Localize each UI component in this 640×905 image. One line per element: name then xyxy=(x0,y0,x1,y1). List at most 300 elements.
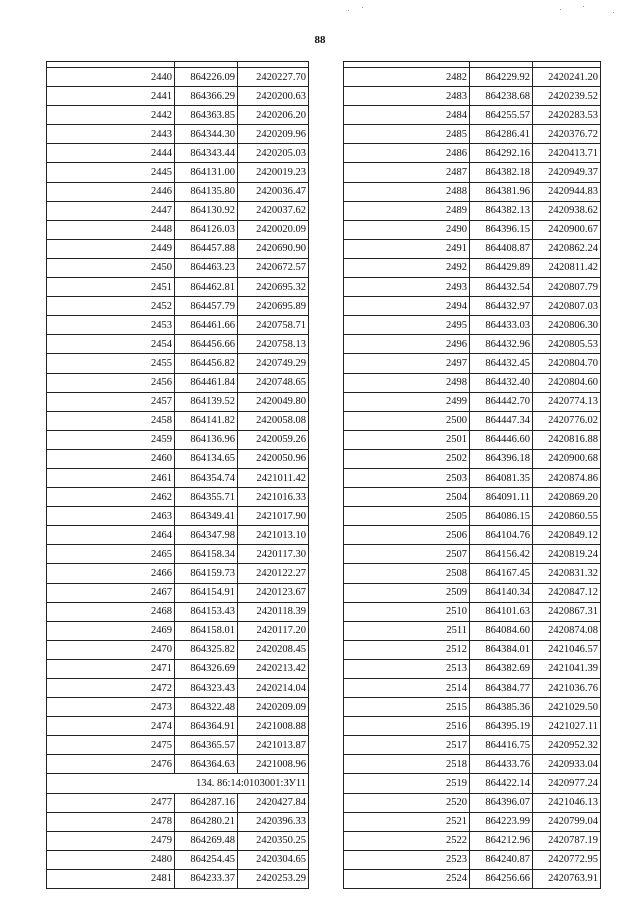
point-number-cell: 2451 xyxy=(47,278,175,297)
point-number-cell: 2486 xyxy=(344,144,470,163)
y-coordinate-cell: 2421011.42 xyxy=(238,468,309,487)
x-coordinate-cell: 864156.42 xyxy=(470,545,533,564)
x-coordinate-cell: 864384.01 xyxy=(470,640,533,659)
point-number-cell: 2487 xyxy=(344,163,470,182)
y-coordinate-cell: 2420758.71 xyxy=(238,316,309,335)
table-row xyxy=(47,182,309,201)
x-coordinate-cell: 864287.16 xyxy=(175,793,238,812)
point-number-cell: 2498 xyxy=(344,373,470,392)
y-coordinate-cell: 2420695.32 xyxy=(238,278,309,297)
point-number-cell: 2475 xyxy=(47,736,175,755)
table-row xyxy=(47,545,309,564)
point-number-cell: 2522 xyxy=(344,831,470,850)
point-number-cell: 2457 xyxy=(47,392,175,411)
y-coordinate-cell: 2420695.89 xyxy=(238,297,309,316)
table-row xyxy=(344,698,601,717)
point-number-cell: 2502 xyxy=(344,449,470,468)
table-row xyxy=(47,316,309,335)
table-row xyxy=(344,850,601,869)
table-row xyxy=(344,755,601,774)
table-row xyxy=(344,182,601,201)
point-number-cell: 2496 xyxy=(344,335,470,354)
x-coordinate-cell: 864457.88 xyxy=(175,239,238,258)
table-row xyxy=(344,774,601,793)
table-row xyxy=(344,125,601,144)
point-number-cell: 2501 xyxy=(344,430,470,449)
y-coordinate-cell: 2421013.87 xyxy=(238,736,309,755)
y-coordinate-cell: 2420122.27 xyxy=(238,564,309,583)
x-coordinate-cell: 864461.66 xyxy=(175,316,238,335)
point-number-cell: 2478 xyxy=(47,812,175,831)
point-number-cell: 2440 xyxy=(47,68,175,87)
table-row xyxy=(47,373,309,392)
point-number-cell: 2454 xyxy=(47,335,175,354)
y-coordinate-cell: 2421008.88 xyxy=(238,717,309,736)
y-coordinate-cell: 2420811.42 xyxy=(533,258,601,277)
table-row xyxy=(47,430,309,449)
point-number-cell: 2452 xyxy=(47,297,175,316)
x-coordinate-cell: 864343.44 xyxy=(175,144,238,163)
x-coordinate-cell: 864212.96 xyxy=(470,831,533,850)
table-row xyxy=(47,793,309,812)
point-number-cell: 2466 xyxy=(47,564,175,583)
point-number-cell: 2518 xyxy=(344,755,470,774)
table-row xyxy=(47,659,309,678)
point-number-cell: 2473 xyxy=(47,698,175,717)
y-coordinate-cell: 2420253.29 xyxy=(238,869,309,888)
y-coordinate-cell: 2420123.67 xyxy=(238,583,309,602)
y-coordinate-cell: 2421046.57 xyxy=(533,640,601,659)
table-row xyxy=(344,201,601,220)
table-row xyxy=(47,602,309,621)
x-coordinate-cell: 864422.14 xyxy=(470,774,533,793)
table-row xyxy=(47,278,309,297)
x-coordinate-cell: 864134.65 xyxy=(175,449,238,468)
y-coordinate-cell: 2420200.63 xyxy=(238,87,309,106)
table-row xyxy=(47,125,309,144)
x-coordinate-cell: 864286.41 xyxy=(470,125,533,144)
y-coordinate-cell: 2420690.90 xyxy=(238,239,309,258)
x-coordinate-cell: 864139.52 xyxy=(175,392,238,411)
point-number-cell: 2484 xyxy=(344,106,470,125)
point-number-cell: 2503 xyxy=(344,468,470,487)
point-number-cell: 2450 xyxy=(47,258,175,277)
table-row xyxy=(47,812,309,831)
y-coordinate-cell: 2420807.79 xyxy=(533,278,601,297)
table-row xyxy=(47,755,309,774)
y-coordinate-cell: 2420869.20 xyxy=(533,488,601,507)
x-coordinate-cell: 864365.57 xyxy=(175,736,238,755)
scan-speck xyxy=(613,12,614,13)
point-number-cell: 2441 xyxy=(47,87,175,106)
table-row xyxy=(47,201,309,220)
x-coordinate-cell: 864347.98 xyxy=(175,526,238,545)
y-coordinate-cell: 2420058.08 xyxy=(238,411,309,430)
point-number-cell: 2507 xyxy=(344,545,470,564)
x-coordinate-cell: 864384.77 xyxy=(470,679,533,698)
x-coordinate-cell: 864395.19 xyxy=(470,717,533,736)
point-number-cell: 2489 xyxy=(344,201,470,220)
point-number-cell: 2509 xyxy=(344,583,470,602)
table-row xyxy=(47,488,309,507)
y-coordinate-cell: 2420748.65 xyxy=(238,373,309,392)
point-number-cell: 2499 xyxy=(344,392,470,411)
x-coordinate-cell: 864457.79 xyxy=(175,297,238,316)
table-row xyxy=(344,583,601,602)
point-number-cell: 2497 xyxy=(344,354,470,373)
table-row xyxy=(47,411,309,430)
y-coordinate-cell: 2421016.33 xyxy=(238,488,309,507)
x-coordinate-cell: 864158.34 xyxy=(175,545,238,564)
y-coordinate-cell: 2420831.32 xyxy=(533,564,601,583)
point-number-cell: 2469 xyxy=(47,621,175,640)
x-coordinate-cell: 864131.00 xyxy=(175,163,238,182)
x-coordinate-cell: 864280.21 xyxy=(175,812,238,831)
table-row xyxy=(344,717,601,736)
y-coordinate-cell: 2420758.13 xyxy=(238,335,309,354)
table-row xyxy=(344,239,601,258)
y-coordinate-cell: 2420059.26 xyxy=(238,430,309,449)
y-coordinate-cell: 2420952.32 xyxy=(533,736,601,755)
point-number-cell: 2491 xyxy=(344,239,470,258)
table-row xyxy=(344,640,601,659)
y-coordinate-cell: 2420304.65 xyxy=(238,850,309,869)
x-coordinate-cell: 864326.69 xyxy=(175,659,238,678)
table-row xyxy=(344,545,601,564)
x-coordinate-cell: 864432.97 xyxy=(470,297,533,316)
x-coordinate-cell: 864159.73 xyxy=(175,564,238,583)
point-number-cell: 2444 xyxy=(47,144,175,163)
x-coordinate-cell: 864363.85 xyxy=(175,106,238,125)
x-coordinate-cell: 864325.82 xyxy=(175,640,238,659)
point-number-cell: 2514 xyxy=(344,679,470,698)
y-coordinate-cell: 2420774.13 xyxy=(533,392,601,411)
y-coordinate-cell: 2420900.67 xyxy=(533,220,601,239)
table-row xyxy=(344,793,601,812)
y-coordinate-cell: 2420672.57 xyxy=(238,258,309,277)
x-coordinate-cell: 864101.63 xyxy=(470,602,533,621)
x-coordinate-cell: 864322.48 xyxy=(175,698,238,717)
point-number-cell: 2464 xyxy=(47,526,175,545)
x-coordinate-cell: 864229.92 xyxy=(470,68,533,87)
y-coordinate-cell: 2420208.45 xyxy=(238,640,309,659)
y-coordinate-cell: 2420413.71 xyxy=(533,144,601,163)
point-number-cell: 2492 xyxy=(344,258,470,277)
table-row xyxy=(47,717,309,736)
y-coordinate-cell: 2420949.37 xyxy=(533,163,601,182)
point-number-cell: 2493 xyxy=(344,278,470,297)
point-number-cell: 2511 xyxy=(344,621,470,640)
point-number-cell: 2523 xyxy=(344,850,470,869)
x-coordinate-cell: 864233.37 xyxy=(175,869,238,888)
y-coordinate-cell: 2420862.24 xyxy=(533,239,601,258)
x-coordinate-cell: 864354.74 xyxy=(175,468,238,487)
table-row xyxy=(47,68,309,87)
point-number-cell: 2456 xyxy=(47,373,175,392)
point-number-cell: 2455 xyxy=(47,354,175,373)
y-coordinate-cell: 2420933.04 xyxy=(533,755,601,774)
y-coordinate-cell: 2420804.70 xyxy=(533,354,601,373)
table-row xyxy=(344,106,601,125)
point-number-cell: 2443 xyxy=(47,125,175,144)
point-number-cell: 2453 xyxy=(47,316,175,335)
table-row xyxy=(344,87,601,106)
y-coordinate-cell: 2420209.09 xyxy=(238,698,309,717)
x-coordinate-cell: 864349.41 xyxy=(175,507,238,526)
table-row xyxy=(47,850,309,869)
x-coordinate-cell: 864385.36 xyxy=(470,698,533,717)
table-row xyxy=(47,220,309,239)
x-coordinate-cell: 864130.92 xyxy=(175,201,238,220)
point-number-cell: 2481 xyxy=(47,869,175,888)
parcel-heading-row xyxy=(47,774,309,793)
x-coordinate-cell: 864463.23 xyxy=(175,258,238,277)
point-number-cell: 2524 xyxy=(344,869,470,888)
point-number-cell: 2490 xyxy=(344,220,470,239)
scan-speck xyxy=(348,10,349,11)
table-row xyxy=(344,679,601,698)
x-coordinate-cell: 864366.29 xyxy=(175,87,238,106)
y-coordinate-cell: 2420209.96 xyxy=(238,125,309,144)
table-row xyxy=(344,468,601,487)
point-number-cell: 2495 xyxy=(344,316,470,335)
y-coordinate-cell: 2420283.53 xyxy=(533,106,601,125)
y-coordinate-cell: 2420227.70 xyxy=(238,68,309,87)
x-coordinate-cell: 864432.45 xyxy=(470,354,533,373)
coordinates-table-left xyxy=(46,61,309,889)
table-row xyxy=(344,526,601,545)
table-row xyxy=(344,659,601,678)
table-row xyxy=(344,144,601,163)
y-coordinate-cell: 2420206.20 xyxy=(238,106,309,125)
coordinates-table-right xyxy=(343,61,601,889)
y-coordinate-cell: 2420799.04 xyxy=(533,812,601,831)
y-coordinate-cell: 2420874.08 xyxy=(533,621,601,640)
y-coordinate-cell: 2420050.96 xyxy=(238,449,309,468)
table-row xyxy=(344,449,601,468)
y-coordinate-cell: 2420776.02 xyxy=(533,411,601,430)
y-coordinate-cell: 2420376.72 xyxy=(533,125,601,144)
x-coordinate-cell: 864429.89 xyxy=(470,258,533,277)
point-number-cell: 2446 xyxy=(47,182,175,201)
x-coordinate-cell: 864226.09 xyxy=(175,68,238,87)
y-coordinate-cell: 2421017.90 xyxy=(238,507,309,526)
x-coordinate-cell: 864323.43 xyxy=(175,679,238,698)
point-number-cell: 2470 xyxy=(47,640,175,659)
y-coordinate-cell: 2421013.10 xyxy=(238,526,309,545)
x-coordinate-cell: 864396.15 xyxy=(470,220,533,239)
table-row xyxy=(47,679,309,698)
table-row xyxy=(344,564,601,583)
table-row xyxy=(344,621,601,640)
x-coordinate-cell: 864238.68 xyxy=(470,87,533,106)
y-coordinate-cell: 2420900.68 xyxy=(533,449,601,468)
point-number-cell: 2508 xyxy=(344,564,470,583)
table-row xyxy=(47,449,309,468)
y-coordinate-cell: 2420214.04 xyxy=(238,679,309,698)
table-row xyxy=(47,297,309,316)
y-coordinate-cell: 2420977.24 xyxy=(533,774,601,793)
table-row xyxy=(47,87,309,106)
x-coordinate-cell: 864456.82 xyxy=(175,354,238,373)
table-row xyxy=(47,507,309,526)
point-number-cell: 2494 xyxy=(344,297,470,316)
y-coordinate-cell: 2420787.19 xyxy=(533,831,601,850)
y-coordinate-cell: 2420806.30 xyxy=(533,316,601,335)
point-number-cell: 2479 xyxy=(47,831,175,850)
point-number-cell: 2506 xyxy=(344,526,470,545)
y-coordinate-cell: 2420049.80 xyxy=(238,392,309,411)
y-coordinate-cell: 2420805.53 xyxy=(533,335,601,354)
x-coordinate-cell: 864462.81 xyxy=(175,278,238,297)
y-coordinate-cell: 2420241.20 xyxy=(533,68,601,87)
point-number-cell: 2515 xyxy=(344,698,470,717)
y-coordinate-cell: 2420807.03 xyxy=(533,297,601,316)
point-number-cell: 2474 xyxy=(47,717,175,736)
table-row xyxy=(47,239,309,258)
point-number-cell: 2463 xyxy=(47,507,175,526)
x-coordinate-cell: 864154.91 xyxy=(175,583,238,602)
y-coordinate-cell: 2420350.25 xyxy=(238,831,309,850)
x-coordinate-cell: 864136.96 xyxy=(175,430,238,449)
point-number-cell: 2510 xyxy=(344,602,470,621)
point-number-cell: 2459 xyxy=(47,430,175,449)
x-coordinate-cell: 864381.96 xyxy=(470,182,533,201)
x-coordinate-cell: 864382.69 xyxy=(470,659,533,678)
table-row xyxy=(47,392,309,411)
y-coordinate-cell: 2420213.42 xyxy=(238,659,309,678)
table-row xyxy=(47,869,309,888)
x-coordinate-cell: 864433.76 xyxy=(470,755,533,774)
x-coordinate-cell: 864254.45 xyxy=(175,850,238,869)
point-number-cell: 2448 xyxy=(47,220,175,239)
x-coordinate-cell: 864255.57 xyxy=(470,106,533,125)
table-row xyxy=(344,354,601,373)
x-coordinate-cell: 864269.48 xyxy=(175,831,238,850)
table-row xyxy=(344,869,601,888)
point-number-cell: 2505 xyxy=(344,507,470,526)
point-number-cell: 2516 xyxy=(344,717,470,736)
point-number-cell: 2488 xyxy=(344,182,470,201)
y-coordinate-cell: 2421046.13 xyxy=(533,793,601,812)
point-number-cell: 2517 xyxy=(344,736,470,755)
x-coordinate-cell: 864084.60 xyxy=(470,621,533,640)
point-number-cell: 2477 xyxy=(47,793,175,812)
point-number-cell: 2458 xyxy=(47,411,175,430)
y-coordinate-cell: 2420847.12 xyxy=(533,583,601,602)
table-row xyxy=(344,812,601,831)
table-row xyxy=(344,507,601,526)
point-number-cell: 2445 xyxy=(47,163,175,182)
table-row xyxy=(47,640,309,659)
y-coordinate-cell: 2421036.76 xyxy=(533,679,601,698)
point-number-cell: 2447 xyxy=(47,201,175,220)
table-row xyxy=(47,831,309,850)
y-coordinate-cell: 2420117.30 xyxy=(238,545,309,564)
x-coordinate-cell: 864104.76 xyxy=(470,526,533,545)
point-number-cell: 2521 xyxy=(344,812,470,831)
table-row xyxy=(47,335,309,354)
point-number-cell: 2500 xyxy=(344,411,470,430)
x-coordinate-cell: 864167.45 xyxy=(470,564,533,583)
point-number-cell: 2442 xyxy=(47,106,175,125)
table-row xyxy=(47,583,309,602)
table-row xyxy=(47,468,309,487)
table-row xyxy=(344,488,601,507)
table-row xyxy=(344,392,601,411)
point-number-cell: 2449 xyxy=(47,239,175,258)
y-coordinate-cell: 2420867.31 xyxy=(533,602,601,621)
x-coordinate-cell: 864081.35 xyxy=(470,468,533,487)
table-row xyxy=(344,736,601,755)
point-number-cell: 2482 xyxy=(344,68,470,87)
x-coordinate-cell: 864091.11 xyxy=(470,488,533,507)
x-coordinate-cell: 864396.18 xyxy=(470,449,533,468)
point-number-cell: 2512 xyxy=(344,640,470,659)
y-coordinate-cell: 2420772.95 xyxy=(533,850,601,869)
x-coordinate-cell: 864344.30 xyxy=(175,125,238,144)
x-coordinate-cell: 864416.75 xyxy=(470,736,533,755)
y-coordinate-cell: 2421029.50 xyxy=(533,698,601,717)
y-coordinate-cell: 2420804.60 xyxy=(533,373,601,392)
y-coordinate-cell: 2420117.20 xyxy=(238,621,309,640)
table-row xyxy=(344,335,601,354)
x-coordinate-cell: 864447.34 xyxy=(470,411,533,430)
table-row xyxy=(344,411,601,430)
y-coordinate-cell: 2420036.47 xyxy=(238,182,309,201)
x-coordinate-cell: 864256.66 xyxy=(470,869,533,888)
table-row xyxy=(344,163,601,182)
x-coordinate-cell: 864442.70 xyxy=(470,392,533,411)
point-number-cell: 2520 xyxy=(344,793,470,812)
x-coordinate-cell: 864396.07 xyxy=(470,793,533,812)
point-number-cell: 2467 xyxy=(47,583,175,602)
x-coordinate-cell: 864432.96 xyxy=(470,335,533,354)
y-coordinate-cell: 2421008.96 xyxy=(238,755,309,774)
table-row xyxy=(47,144,309,163)
y-coordinate-cell: 2420019.23 xyxy=(238,163,309,182)
parcel-label: 134. 86:14:0103001:ЗУ11 xyxy=(47,774,309,793)
table-row xyxy=(344,831,601,850)
table-row xyxy=(344,316,601,335)
table-row xyxy=(344,278,601,297)
x-coordinate-cell: 864240.87 xyxy=(470,850,533,869)
y-coordinate-cell: 2420763.91 xyxy=(533,869,601,888)
table-row xyxy=(47,564,309,583)
point-number-cell: 2480 xyxy=(47,850,175,869)
scan-speck xyxy=(583,6,584,7)
y-coordinate-cell: 2420860.55 xyxy=(533,507,601,526)
point-number-cell: 2504 xyxy=(344,488,470,507)
y-coordinate-cell: 2420938.62 xyxy=(533,201,601,220)
table-row xyxy=(47,354,309,373)
table-row xyxy=(344,602,601,621)
x-coordinate-cell: 864461.84 xyxy=(175,373,238,392)
point-number-cell: 2461 xyxy=(47,468,175,487)
point-number-cell: 2462 xyxy=(47,488,175,507)
x-coordinate-cell: 864364.63 xyxy=(175,755,238,774)
point-number-cell: 2513 xyxy=(344,659,470,678)
table-row xyxy=(344,430,601,449)
x-coordinate-cell: 864141.82 xyxy=(175,411,238,430)
table-row xyxy=(344,258,601,277)
x-coordinate-cell: 864153.43 xyxy=(175,602,238,621)
table-row xyxy=(47,106,309,125)
point-number-cell: 2476 xyxy=(47,755,175,774)
point-number-cell: 2472 xyxy=(47,679,175,698)
y-coordinate-cell: 2420819.24 xyxy=(533,545,601,564)
point-number-cell: 2519 xyxy=(344,774,470,793)
